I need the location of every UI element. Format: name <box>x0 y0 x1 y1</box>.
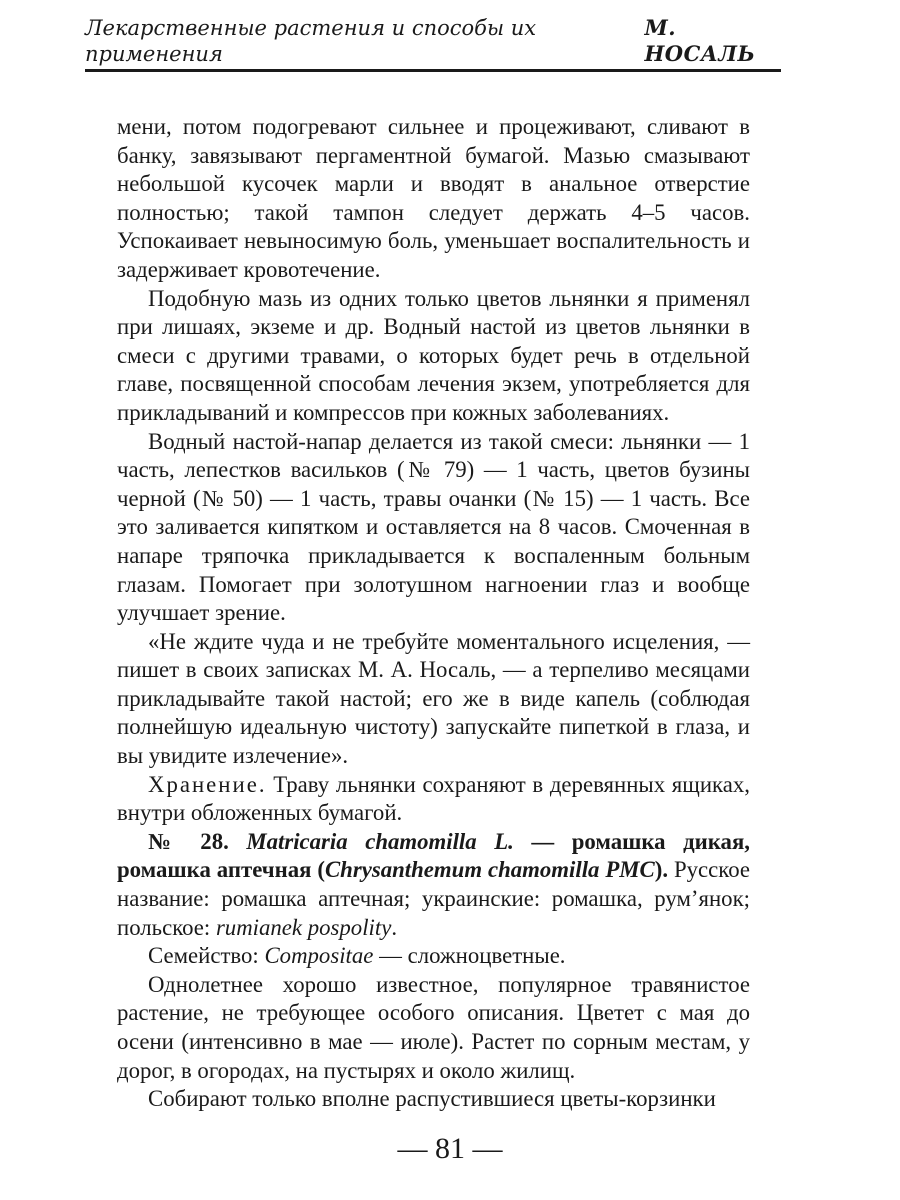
paragraph-8: Однолетнее хорошо известное, популярное травянистое растение, не требующее особого описания. Цветет с мая до осени (интенсивно в мае — июле). Растет по сорным местам, у дорог, в огородах, на пустырях и около жилищ. <box>117 971 750 1083</box>
entry-synonym: Chrysanthemum chamomilla PMC <box>324 857 655 883</box>
paragraph-3: Водный настой-напар делается из такой смеси: льнянки — 1 часть, лепестков васильков (№ 79) — 1 часть, цветов бузины черной (№ 50) — 1 часть, травы очанки (№ 15) — 1 часть. Все это заливается кипятком и оставляется на 8 часов. Смоченная в напаре тряпочка прикладывается к воспаленным больным глазам. Помогает при золотушном нагноении глаз и вообще улучшает зрение. <box>117 428 750 626</box>
book-author: М. НОСАЛЬ <box>644 15 756 66</box>
entry-latin-name: Matricaria chamomilla L. <box>246 828 514 854</box>
family-latin: Compositae <box>264 943 374 969</box>
page-body <box>117 113 750 1114</box>
entry-close: ). <box>654 857 669 883</box>
entry-end: . <box>391 914 398 940</box>
book-title: Лекарственные растения и способы их применения <box>85 16 537 66</box>
entry-number: № 28. <box>148 828 247 854</box>
storage-label: Хранение. <box>148 771 267 797</box>
paragraph-4: «Не ждите чуда и не требуйте моментального исцеления, — пишет в своих записках М. А. Носаль, — а терпеливо месяцами прикладывайте такой настой; его же в виде капель (соблюдая полнейшую идеальную чистоту) запускайте пипеткой в глаза, и вы увидите излечение». <box>117 628 750 769</box>
paragraph-2: Подобную мазь из одних только цветов льнянки я применял при лишаях, экземе и др. Водный настой из цветов льнянки в смеси с другими травами, о которых будет речь в отдельной главе, посвященной способам лечения экзем, употребляется для прикладываний и компрессов при кожных заболеваниях. <box>117 285 750 425</box>
paragraph-9: Собирают только вполне распустившиеся цветы-корзинки <box>148 1086 716 1112</box>
running-header <box>85 15 781 72</box>
entry-polish-name: rumianek pospolity <box>215 914 392 940</box>
paragraph-family <box>117 942 750 971</box>
paragraph-storage <box>117 771 750 828</box>
entry-names-text: Русское название: ромашка аптечная; украинские: ромашка, рум’янок; польское: <box>117 857 750 940</box>
family-label: Семейство: <box>148 943 265 969</box>
family-text: — сложноцветные. <box>373 943 566 969</box>
page-number: — 81 — <box>397 1132 503 1165</box>
storage-text: Траву льнянки сохраняют в деревянных ящиках, внутри обложенных бумагой. <box>117 771 750 826</box>
entry-common-name: — ромашка дикая, ромашка аптечная ( <box>117 828 750 883</box>
paragraph-entry-28 <box>117 828 750 942</box>
paragraph-1: мени, потом подогревают сильнее и процеживают, сливают в банку, завязывают пергаментной бумагой. Мазью смазывают небольшой кусочек марли и вводят в анальное отверстие полностью; такой тампон следует держать 4–5 часов. Успокаивает невыносимую боль, уменьшает воспалительность и задерживает кровотечение. <box>117 114 750 282</box>
